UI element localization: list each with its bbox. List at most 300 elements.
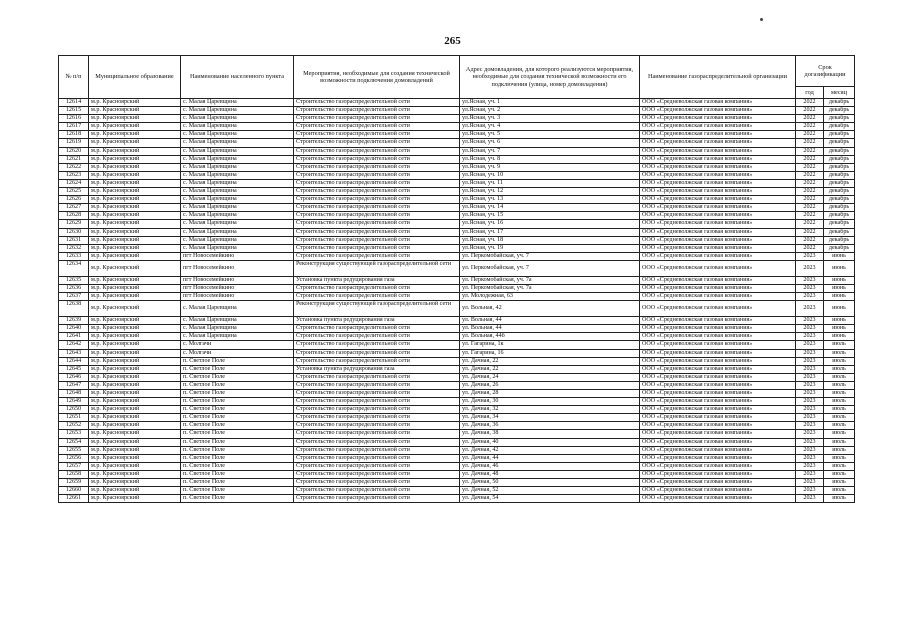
- cell-settlement: с. Малая Царевщина: [181, 196, 294, 204]
- table-row: [59, 341, 855, 349]
- cell-month: декабрь: [824, 236, 855, 244]
- cell-address: ул.Ясная, уч. 9: [460, 163, 640, 171]
- cell-organization: ООО «Средневолжская газовая компания»: [640, 430, 796, 438]
- cell-settlement: п. Светлое Поле: [181, 357, 294, 365]
- table-row: [59, 244, 855, 252]
- cell-organization: ООО «Средневолжская газовая компания»: [640, 163, 796, 171]
- cell-measure: Строительство газораспределительной сети: [294, 398, 460, 406]
- cell-year: 2022: [796, 147, 824, 155]
- cell-settlement: с. Малая Царевщина: [181, 107, 294, 115]
- cell-address: ул.Ясная, уч. 1: [460, 99, 640, 107]
- cell-month: декабрь: [824, 107, 855, 115]
- cell-organization: ООО «Средневолжская газовая компания»: [640, 462, 796, 470]
- cell-address: ул.Ясная, уч. 7: [460, 147, 640, 155]
- cell-measure: Строительство газораспределительной сети: [294, 373, 460, 381]
- cell-municipality: м.р. Красноярский: [89, 349, 181, 357]
- cell-num: 12640: [59, 325, 89, 333]
- cell-settlement: пгт Новосемейкино: [181, 284, 294, 292]
- cell-year: 2022: [796, 163, 824, 171]
- cell-measure: Установка пункта редуцирования газа: [294, 365, 460, 373]
- cell-month: июль: [824, 479, 855, 487]
- cell-address: ул. Молодежная, 63: [460, 293, 640, 301]
- cell-num: 12636: [59, 284, 89, 292]
- cell-municipality: м.р. Красноярский: [89, 244, 181, 252]
- cell-municipality: м.р. Красноярский: [89, 284, 181, 292]
- cell-num: 12631: [59, 236, 89, 244]
- cell-settlement: п. Светлое Поле: [181, 414, 294, 422]
- table-row: [59, 470, 855, 478]
- table-row: [59, 333, 855, 341]
- cell-settlement: п. Светлое Поле: [181, 446, 294, 454]
- cell-num: 12616: [59, 115, 89, 123]
- cell-organization: ООО «Средневолжская газовая компания»: [640, 470, 796, 478]
- table-row: [59, 390, 855, 398]
- cell-num: 12647: [59, 381, 89, 389]
- cell-month: июнь: [824, 325, 855, 333]
- table-row: [59, 381, 855, 389]
- cell-year: 2023: [796, 301, 824, 317]
- cell-measure: Строительство газораспределительной сети: [294, 341, 460, 349]
- cell-measure: Строительство газораспределительной сети: [294, 115, 460, 123]
- cell-address: ул.Ясная, уч. 15: [460, 212, 640, 220]
- cell-organization: ООО «Средневолжская газовая компания»: [640, 123, 796, 131]
- header-municipality: Муниципальное образование: [89, 56, 181, 99]
- cell-year: 2022: [796, 139, 824, 147]
- cell-num: 12633: [59, 252, 89, 260]
- cell-address: ул. Дачная, 52: [460, 487, 640, 495]
- cell-settlement: п. Светлое Поле: [181, 381, 294, 389]
- cell-month: июнь: [824, 301, 855, 317]
- cell-measure: Строительство газораспределительной сети: [294, 131, 460, 139]
- table-row: [59, 325, 855, 333]
- cell-month: июль: [824, 365, 855, 373]
- cell-organization: ООО «Средневолжская газовая компания»: [640, 99, 796, 107]
- cell-year: 2023: [796, 462, 824, 470]
- cell-month: июль: [824, 390, 855, 398]
- cell-num: 12625: [59, 188, 89, 196]
- cell-year: 2022: [796, 107, 824, 115]
- cell-month: декабрь: [824, 99, 855, 107]
- cell-num: 12626: [59, 196, 89, 204]
- table-row: [59, 349, 855, 357]
- cell-address: ул. Дачная, 34: [460, 414, 640, 422]
- table-row: [59, 260, 855, 276]
- cell-municipality: м.р. Красноярский: [89, 365, 181, 373]
- cell-municipality: м.р. Красноярский: [89, 454, 181, 462]
- table-row: [59, 147, 855, 155]
- cell-settlement: пгт Новосемейкино: [181, 293, 294, 301]
- table-row: [59, 487, 855, 495]
- cell-measure: Строительство газораспределительной сети: [294, 390, 460, 398]
- cell-measure: Строительство газораспределительной сети: [294, 357, 460, 365]
- cell-measure: Строительство газораспределительной сети: [294, 220, 460, 228]
- cell-measure: Строительство газораспределительной сети: [294, 495, 460, 503]
- cell-year: 2022: [796, 99, 824, 107]
- table-row: [59, 220, 855, 228]
- cell-measure: Строительство газораспределительной сети: [294, 212, 460, 220]
- cell-settlement: с. Малая Царевщина: [181, 115, 294, 123]
- cell-organization: ООО «Средневолжская газовая компания»: [640, 495, 796, 503]
- cell-measure: Строительство газораспределительной сети: [294, 414, 460, 422]
- cell-municipality: м.р. Красноярский: [89, 115, 181, 123]
- cell-organization: ООО «Средневолжская газовая компания»: [640, 276, 796, 284]
- cell-organization: ООО «Средневолжская газовая компания»: [640, 341, 796, 349]
- cell-address: ул. Дачная, 44: [460, 454, 640, 462]
- cell-month: декабрь: [824, 228, 855, 236]
- cell-year: 2022: [796, 228, 824, 236]
- table-row: [59, 284, 855, 292]
- cell-organization: ООО «Средневолжская газовая компания»: [640, 422, 796, 430]
- cell-num: 12621: [59, 155, 89, 163]
- cell-municipality: м.р. Красноярский: [89, 228, 181, 236]
- cell-year: 2022: [796, 220, 824, 228]
- cell-measure: Строительство газораспределительной сети: [294, 406, 460, 414]
- cell-settlement: с. Малая Царевщина: [181, 236, 294, 244]
- cell-month: декабрь: [824, 188, 855, 196]
- cell-address: ул. Дачная, 36: [460, 422, 640, 430]
- cell-municipality: м.р. Красноярский: [89, 317, 181, 325]
- cell-month: июль: [824, 398, 855, 406]
- cell-month: июнь: [824, 260, 855, 276]
- cell-municipality: м.р. Красноярский: [89, 155, 181, 163]
- cell-num: 12618: [59, 131, 89, 139]
- table-row: [59, 438, 855, 446]
- cell-year: 2022: [796, 155, 824, 163]
- cell-num: 12615: [59, 107, 89, 115]
- cell-num: 12632: [59, 244, 89, 252]
- cell-month: декабрь: [824, 131, 855, 139]
- page-number: 265: [444, 35, 461, 47]
- cell-year: 2022: [796, 196, 824, 204]
- cell-municipality: м.р. Красноярский: [89, 438, 181, 446]
- table-row: [59, 454, 855, 462]
- cell-organization: ООО «Средневолжская газовая компания»: [640, 293, 796, 301]
- cell-month: декабрь: [824, 171, 855, 179]
- table-row: [59, 163, 855, 171]
- cell-address: ул.Ясная, уч. 18: [460, 236, 640, 244]
- cell-month: декабрь: [824, 139, 855, 147]
- cell-settlement: с. Малая Царевщина: [181, 301, 294, 317]
- table-row: [59, 446, 855, 454]
- cell-organization: ООО «Средневолжская газовая компания»: [640, 357, 796, 365]
- cell-year: 2023: [796, 357, 824, 365]
- cell-address: ул.Ясная, уч. 13: [460, 196, 640, 204]
- cell-year: 2022: [796, 131, 824, 139]
- cell-organization: ООО «Средневолжская газовая компания»: [640, 373, 796, 381]
- table-row: [59, 422, 855, 430]
- cell-municipality: м.р. Красноярский: [89, 301, 181, 317]
- cell-measure: Строительство газораспределительной сети: [294, 454, 460, 462]
- cell-organization: ООО «Средневолжская газовая компания»: [640, 301, 796, 317]
- cell-year: 2023: [796, 252, 824, 260]
- cell-organization: ООО «Средневолжская газовая компания»: [640, 414, 796, 422]
- cell-municipality: м.р. Красноярский: [89, 406, 181, 414]
- table-row: [59, 365, 855, 373]
- cell-year: 2022: [796, 171, 824, 179]
- cell-settlement: п. Светлое Поле: [181, 438, 294, 446]
- table-row: [59, 204, 855, 212]
- cell-organization: ООО «Средневолжская газовая компания»: [640, 155, 796, 163]
- cell-organization: ООО «Средневолжская газовая компания»: [640, 196, 796, 204]
- cell-year: 2023: [796, 381, 824, 389]
- cell-num: 12630: [59, 228, 89, 236]
- cell-organization: ООО «Средневолжская газовая компания»: [640, 188, 796, 196]
- header-year: год: [796, 87, 824, 99]
- cell-year: 2023: [796, 293, 824, 301]
- cell-month: декабрь: [824, 163, 855, 171]
- table-row: [59, 414, 855, 422]
- cell-month: декабрь: [824, 147, 855, 155]
- table-row: [59, 228, 855, 236]
- cell-month: июль: [824, 446, 855, 454]
- cell-address: ул.Ясная, уч. 19: [460, 244, 640, 252]
- cell-month: июль: [824, 406, 855, 414]
- cell-municipality: м.р. Красноярский: [89, 196, 181, 204]
- cell-municipality: м.р. Красноярский: [89, 147, 181, 155]
- cell-num: 12622: [59, 163, 89, 171]
- cell-month: июль: [824, 438, 855, 446]
- cell-municipality: м.р. Красноярский: [89, 139, 181, 147]
- cell-measure: Строительство газораспределительной сети: [294, 123, 460, 131]
- cell-settlement: с. Малая Царевщина: [181, 155, 294, 163]
- cell-year: 2023: [796, 446, 824, 454]
- cell-address: ул. Перкомобайская, уч. 7а: [460, 276, 640, 284]
- cell-year: 2022: [796, 123, 824, 131]
- header-measures: Мероприятия, необходимые для создания технической возможности подключения домовладений: [294, 56, 460, 99]
- cell-organization: ООО «Средневолжская газовая компания»: [640, 487, 796, 495]
- cell-organization: ООО «Средневолжская газовая компания»: [640, 349, 796, 357]
- cell-address: ул. Дачная, 40: [460, 438, 640, 446]
- cell-municipality: м.р. Красноярский: [89, 390, 181, 398]
- cell-address: ул. Дачная, 28: [460, 390, 640, 398]
- cell-settlement: п. Светлое Поле: [181, 406, 294, 414]
- cell-year: 2023: [796, 276, 824, 284]
- cell-address: ул. Дачная, 50: [460, 479, 640, 487]
- cell-year: 2023: [796, 341, 824, 349]
- cell-settlement: с. Малая Царевщина: [181, 139, 294, 147]
- cell-address: ул. Вольная, 42: [460, 301, 640, 317]
- cell-settlement: с. Малая Царевщина: [181, 317, 294, 325]
- cell-organization: ООО «Средневолжская газовая компания»: [640, 179, 796, 187]
- cell-year: 2022: [796, 236, 824, 244]
- cell-municipality: м.р. Красноярский: [89, 430, 181, 438]
- cell-year: 2023: [796, 333, 824, 341]
- cell-organization: ООО «Средневолжская газовая компания»: [640, 333, 796, 341]
- cell-month: июнь: [824, 252, 855, 260]
- cell-num: 12648: [59, 390, 89, 398]
- cell-year: 2023: [796, 479, 824, 487]
- cell-organization: ООО «Средневолжская газовая компания»: [640, 381, 796, 389]
- cell-num: 12644: [59, 357, 89, 365]
- cell-municipality: м.р. Красноярский: [89, 487, 181, 495]
- cell-organization: ООО «Средневолжская газовая компания»: [640, 115, 796, 123]
- table-row: [59, 236, 855, 244]
- cell-num: 12658: [59, 470, 89, 478]
- cell-year: 2022: [796, 244, 824, 252]
- cell-measure: Строительство газораспределительной сети: [294, 99, 460, 107]
- table-row: [59, 276, 855, 284]
- cell-address: ул. Дачная, 54: [460, 495, 640, 503]
- cell-settlement: п. Светлое Поле: [181, 479, 294, 487]
- cell-num: 12649: [59, 398, 89, 406]
- header-settlement: Наименование населенного пункта: [181, 56, 294, 99]
- cell-month: декабрь: [824, 196, 855, 204]
- cell-address: ул. Гагарина, 16: [460, 349, 640, 357]
- cell-year: 2023: [796, 373, 824, 381]
- cell-address: ул. Перкомобайская, уч. 7: [460, 252, 640, 260]
- cell-municipality: м.р. Красноярский: [89, 462, 181, 470]
- cell-num: 12641: [59, 333, 89, 341]
- cell-num: 12634: [59, 260, 89, 276]
- cell-year: 2023: [796, 365, 824, 373]
- cell-measure: Строительство газораспределительной сети: [294, 179, 460, 187]
- cell-address: ул. Вольная, 44: [460, 317, 640, 325]
- cell-year: 2022: [796, 188, 824, 196]
- cell-organization: ООО «Средневолжская газовая компания»: [640, 204, 796, 212]
- cell-year: 2023: [796, 284, 824, 292]
- cell-month: декабрь: [824, 155, 855, 163]
- cell-address: ул.Ясная, уч. 14: [460, 204, 640, 212]
- cell-municipality: м.р. Красноярский: [89, 123, 181, 131]
- scan-dot: [760, 18, 763, 21]
- cell-year: 2022: [796, 115, 824, 123]
- cell-organization: ООО «Средневолжская газовая компания»: [640, 244, 796, 252]
- cell-settlement: с. Малая Царевщина: [181, 171, 294, 179]
- cell-month: июль: [824, 373, 855, 381]
- cell-settlement: пгт Новосемейкино: [181, 260, 294, 276]
- cell-municipality: м.р. Красноярский: [89, 99, 181, 107]
- cell-month: июль: [824, 414, 855, 422]
- table-row: [59, 107, 855, 115]
- cell-year: 2022: [796, 204, 824, 212]
- cell-num: 12645: [59, 365, 89, 373]
- cell-address: ул.Ясная, уч. 3: [460, 115, 640, 123]
- cell-organization: ООО «Средневолжская газовая компания»: [640, 317, 796, 325]
- cell-settlement: с. Малая Царевщина: [181, 212, 294, 220]
- gasification-table: [58, 55, 855, 503]
- cell-year: 2023: [796, 414, 824, 422]
- cell-address: ул.Ясная, уч. 8: [460, 155, 640, 163]
- cell-measure: Строительство газораспределительной сети: [294, 381, 460, 389]
- cell-organization: ООО «Средневолжская газовая компания»: [640, 139, 796, 147]
- cell-num: 12659: [59, 479, 89, 487]
- cell-address: ул. Дачная, 22: [460, 365, 640, 373]
- cell-measure: Строительство газораспределительной сети: [294, 293, 460, 301]
- cell-month: декабрь: [824, 179, 855, 187]
- header-month: месяц: [824, 87, 855, 99]
- cell-settlement: п. Светлое Поле: [181, 398, 294, 406]
- cell-month: июнь: [824, 276, 855, 284]
- cell-organization: ООО «Средневолжская газовая компания»: [640, 365, 796, 373]
- cell-num: 12643: [59, 349, 89, 357]
- cell-month: июль: [824, 462, 855, 470]
- table-row: [59, 188, 855, 196]
- table-row: [59, 406, 855, 414]
- table-row: [59, 212, 855, 220]
- cell-year: 2023: [796, 470, 824, 478]
- cell-settlement: с. Малая Царевщина: [181, 123, 294, 131]
- cell-settlement: с. Малая Царевщина: [181, 147, 294, 155]
- cell-measure: Строительство газораспределительной сети: [294, 284, 460, 292]
- cell-month: декабрь: [824, 115, 855, 123]
- cell-measure: Строительство газораспределительной сети: [294, 139, 460, 147]
- cell-year: 2023: [796, 390, 824, 398]
- cell-municipality: м.р. Красноярский: [89, 479, 181, 487]
- cell-measure: Строительство газораспределительной сети: [294, 204, 460, 212]
- table-row: [59, 479, 855, 487]
- cell-measure: Строительство газораспределительной сети: [294, 446, 460, 454]
- cell-num: 12619: [59, 139, 89, 147]
- cell-month: июль: [824, 470, 855, 478]
- cell-settlement: с. Малая Царевщина: [181, 220, 294, 228]
- cell-municipality: м.р. Красноярский: [89, 398, 181, 406]
- cell-address: ул. Перкомобайская, уч. 7: [460, 260, 640, 276]
- table-row: [59, 495, 855, 503]
- cell-address: ул. Дачная, 46: [460, 462, 640, 470]
- cell-measure: Строительство газораспределительной сети: [294, 107, 460, 115]
- cell-month: декабрь: [824, 204, 855, 212]
- cell-address: ул.Ясная, уч. 6: [460, 139, 640, 147]
- cell-organization: ООО «Средневолжская газовая компания»: [640, 131, 796, 139]
- cell-num: 12642: [59, 341, 89, 349]
- cell-year: 2023: [796, 317, 824, 325]
- cell-address: ул. Перкомобайская, уч. 7а: [460, 284, 640, 292]
- cell-year: 2023: [796, 454, 824, 462]
- cell-year: 2023: [796, 325, 824, 333]
- table-row: [59, 373, 855, 381]
- cell-settlement: п. Светлое Поле: [181, 470, 294, 478]
- cell-num: 12652: [59, 422, 89, 430]
- cell-address: ул.Ясная, уч. 2: [460, 107, 640, 115]
- cell-municipality: м.р. Красноярский: [89, 373, 181, 381]
- cell-num: 12639: [59, 317, 89, 325]
- cell-settlement: с. Малая Царевщина: [181, 325, 294, 333]
- cell-settlement: с. Малая Царевщина: [181, 244, 294, 252]
- cell-municipality: м.р. Красноярский: [89, 333, 181, 341]
- cell-year: 2023: [796, 260, 824, 276]
- table-row: [59, 430, 855, 438]
- cell-organization: ООО «Средневолжская газовая компания»: [640, 228, 796, 236]
- cell-municipality: м.р. Красноярский: [89, 325, 181, 333]
- cell-num: 12657: [59, 462, 89, 470]
- cell-year: 2023: [796, 349, 824, 357]
- cell-measure: Строительство газораспределительной сети: [294, 479, 460, 487]
- cell-address: ул.Ясная, уч. 16: [460, 220, 640, 228]
- cell-month: июнь: [824, 333, 855, 341]
- cell-address: ул. Дачная, 22: [460, 357, 640, 365]
- cell-measure: Строительство газораспределительной сети: [294, 196, 460, 204]
- table-row: [59, 293, 855, 301]
- cell-year: 2023: [796, 406, 824, 414]
- cell-num: 12656: [59, 454, 89, 462]
- cell-settlement: с. Молгачи: [181, 341, 294, 349]
- cell-organization: ООО «Средневолжская газовая компания»: [640, 260, 796, 276]
- cell-address: ул. Дачная, 42: [460, 446, 640, 454]
- cell-measure: Строительство газораспределительной сети: [294, 325, 460, 333]
- cell-municipality: м.р. Красноярский: [89, 357, 181, 365]
- cell-municipality: м.р. Красноярский: [89, 341, 181, 349]
- cell-organization: ООО «Средневолжская газовая компания»: [640, 220, 796, 228]
- cell-year: 2023: [796, 422, 824, 430]
- cell-organization: ООО «Средневолжская газовая компания»: [640, 406, 796, 414]
- cell-organization: ООО «Средневолжская газовая компания»: [640, 325, 796, 333]
- table-row: [59, 317, 855, 325]
- cell-year: 2023: [796, 430, 824, 438]
- cell-address: ул.Ясная, уч. 12: [460, 188, 640, 196]
- cell-num: 12638: [59, 301, 89, 317]
- cell-month: июль: [824, 357, 855, 365]
- cell-address: ул.Ясная, уч. 4: [460, 123, 640, 131]
